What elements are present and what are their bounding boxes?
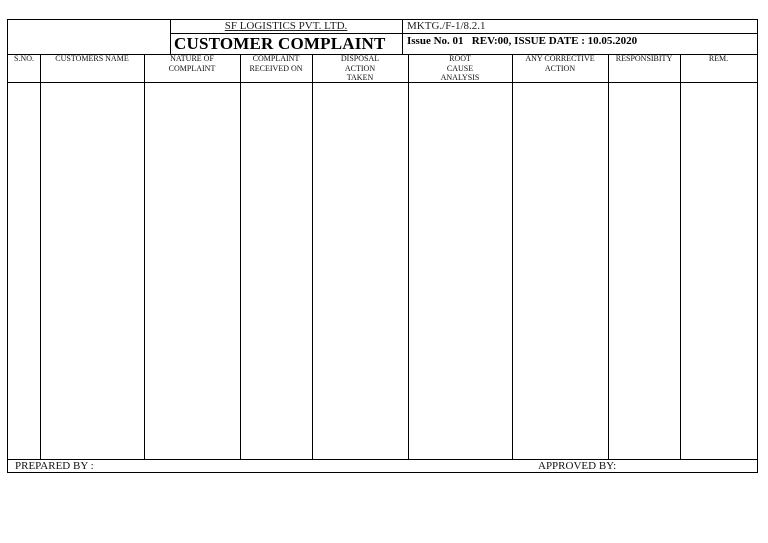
column-header-root-cause-analysis: ROOT CAUSE ANALYSIS: [440, 54, 480, 82]
complaint-form: [7, 19, 758, 473]
column-header-complaint-received-on: COMPLAINT RECEIVED ON: [249, 54, 303, 73]
column-header-remarks: REM.: [708, 54, 729, 63]
column-header-disposal-action-taken: DISPOSAL ACTION TAKEN: [340, 54, 380, 82]
footer-rule: [8, 459, 757, 460]
column-header-sno: S.NO.: [13, 54, 34, 63]
issue-info: Issue No. 01 REV:00, ISSUE DATE : 10.05.2020: [407, 35, 638, 47]
prepared-by-label: PREPARED BY :: [15, 460, 94, 472]
table-body[interactable]: [8, 83, 757, 459]
document-code: MKTG./F-1/8.2.1: [407, 20, 486, 32]
column-header-customers-name: CUSTOMERS NAME: [55, 54, 129, 63]
column-header-corrective-action: ANY CORRECTIVE ACTION: [525, 54, 595, 73]
company-name: SF LOGISTICS PVT. LTD.: [224, 20, 348, 32]
column-header-responsibility: RESPONSIBITY: [615, 54, 673, 63]
header-divider-right: [402, 20, 403, 54]
approved-by-label: APPROVED BY:: [538, 460, 617, 472]
form-title: CUSTOMER COMPLAINT: [174, 34, 386, 53]
column-header-nature-of-complaint: NATURE OF COMPLAINT: [168, 54, 216, 73]
